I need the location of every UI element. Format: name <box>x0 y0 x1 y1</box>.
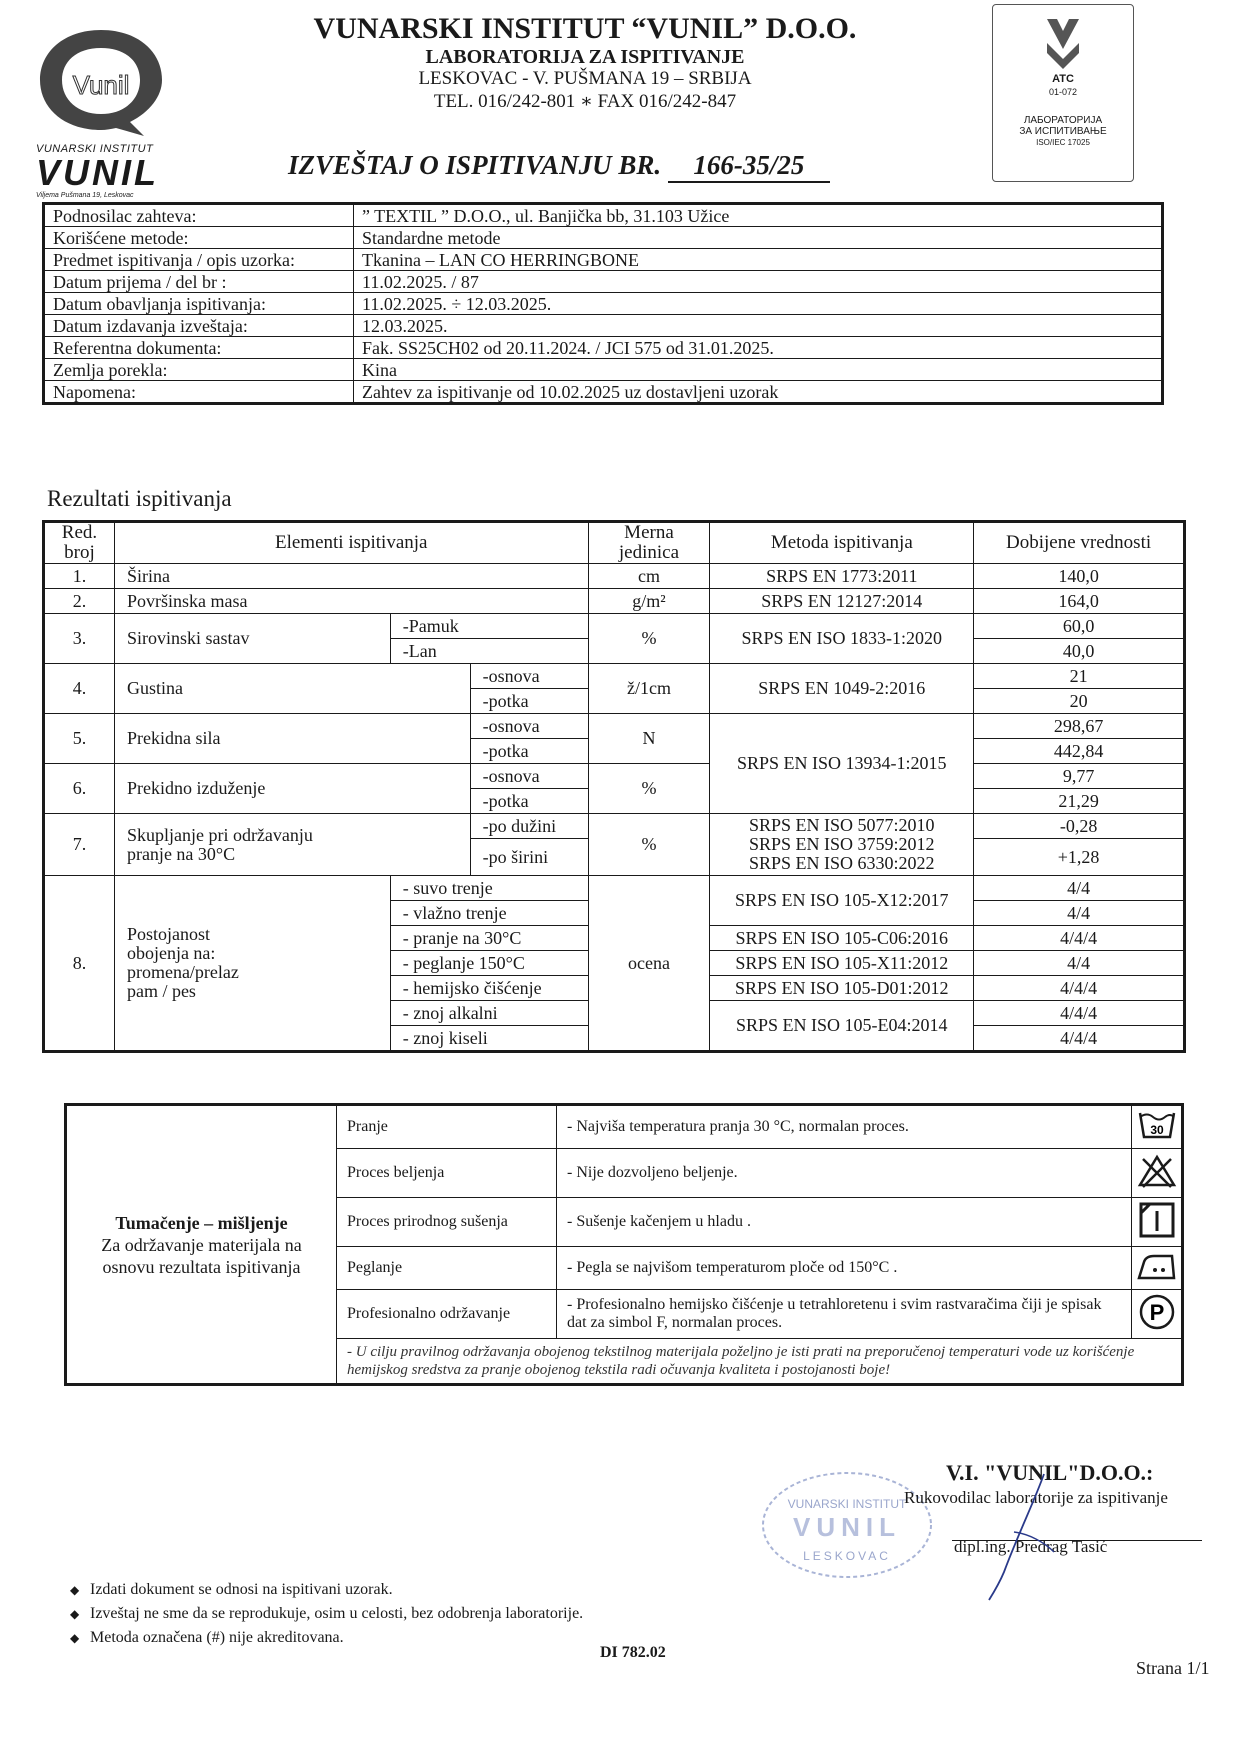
footer-note-text: Metoda označena (#) nije akreditovana. <box>90 1629 344 1646</box>
footer-note-text: Izveštaj ne sme da se reprodukuje, osim u celosti, bez odobrenja laboratorije. <box>90 1605 584 1622</box>
care-label: Profesionalno održavanje <box>337 1290 557 1339</box>
row-sub: -Lan <box>390 639 588 664</box>
row-sub: - vlažno trenje <box>390 901 588 926</box>
care-label: Peglanje <box>337 1247 557 1290</box>
row-method: SRPS EN ISO 13934-1:2015 <box>710 714 974 814</box>
col-value: Dobijene vrednosti <box>974 523 1184 564</box>
info-label: Napomena: <box>45 381 354 403</box>
svg-text:P: P <box>1149 1299 1164 1325</box>
row-value: 4/4/4 <box>974 1001 1184 1026</box>
care-label: Proces beljenja <box>337 1149 557 1198</box>
row-sub: - peglanje 150°C <box>390 951 588 976</box>
footer-note <box>70 1602 583 1626</box>
row-sub: -osnova <box>470 664 588 689</box>
row-element-line: Skupljanje pri održavanju <box>126 824 313 845</box>
row-value: 21 <box>974 664 1184 689</box>
table-row <box>45 876 1184 901</box>
info-row <box>45 205 1162 227</box>
row-element-line: Postojanost <box>126 924 210 944</box>
interpretation-note: - U cilju pravilnog održavanja obojenog tekstilnog materijala poželjno je isti prati na preporučenoj temperaturi vode uz korišćenje hemijskog sredstva za pranje obojenog tekstila radi očuvanja kvaliteta i postojanosti boje! <box>337 1339 1182 1384</box>
row-value: -0,28 <box>974 814 1184 839</box>
row-no: 1. <box>45 564 115 589</box>
care-text: - Sušenje kačenjem u hladu . <box>557 1198 1132 1247</box>
svg-text:VUNIL: VUNIL <box>793 1512 901 1542</box>
method-line: SRPS EN ISO 5077:2010 <box>749 815 935 835</box>
interpretation-title: Tumačenje – mišljenje <box>115 1212 288 1233</box>
request-info-table <box>44 204 1162 403</box>
info-label: Datum obavljanja ispitivanja: <box>45 293 354 315</box>
row-sub: -po dužini <box>470 814 588 839</box>
row-method: SRPS EN ISO 105-X12:2017 <box>710 876 974 926</box>
info-value: 12.03.2025. <box>354 315 1162 337</box>
method-line: SRPS EN ISO 6330:2022 <box>749 853 935 873</box>
row-value: 298,67 <box>974 714 1184 739</box>
logo-subtitle: VUNARSKI INSTITUT <box>36 143 154 155</box>
logo-wordmark: VUNIL <box>36 152 159 193</box>
atc-text-1: ЛАБОРАТОРИЈА <box>1023 115 1103 126</box>
no-bleach-icon <box>1132 1149 1182 1198</box>
info-label: Datum izdavanja izveštaja: <box>45 315 354 337</box>
row-unit: N <box>588 714 710 764</box>
wash-30-icon <box>1132 1106 1182 1149</box>
info-label: Podnosilac zahteva: <box>45 205 354 227</box>
info-row <box>45 271 1162 293</box>
info-label: Korišćene metode: <box>45 227 354 249</box>
row-value: +1,28 <box>974 839 1184 876</box>
row-value: 60,0 <box>974 614 1184 639</box>
footer-notes <box>70 1578 583 1650</box>
results-heading: Rezultati ispitivanja <box>47 486 232 511</box>
table-row <box>45 564 1184 589</box>
info-value: Zahtev za ispitivanje od 10.02.2025 uz dostavljeni uzorak <box>354 381 1162 403</box>
row-method: SRPS EN ISO 105-X11:2012 <box>710 951 974 976</box>
svg-text:LESKOVAC: LESKOVAC <box>803 1549 891 1563</box>
row-method: SRPS EN 1773:2011 <box>710 564 974 589</box>
dry-clean-p-icon <box>1132 1290 1182 1339</box>
row-unit: % <box>588 764 710 814</box>
institute-address: LESKOVAC - V. PUŠMANA 19 – SRBIJA <box>418 68 752 89</box>
table-row <box>45 664 1184 689</box>
row-element: Sirovinski sastav <box>114 614 390 664</box>
row-unit: cm <box>588 564 710 589</box>
svg-text:Vunil: Vunil <box>72 70 130 100</box>
row-value: 4/4 <box>974 876 1184 901</box>
atc-number: 01-072 <box>1048 87 1078 97</box>
row-unit: ocena <box>588 876 710 1051</box>
logo-address: Viljema Pušmana 19, Leskovac <box>36 192 134 199</box>
report-title <box>288 150 830 183</box>
table-row <box>45 814 1184 839</box>
vunil-logo <box>34 26 169 136</box>
row-element: Prekidno izduženje <box>114 764 470 814</box>
institute-header <box>300 12 870 114</box>
info-row <box>45 249 1162 271</box>
row-sub: - hemijsko čišćenje <box>390 976 588 1001</box>
info-label: Zemlja porekla: <box>45 359 354 381</box>
row-sub: -Pamuk <box>390 614 588 639</box>
row-sub: - znoj alkalni <box>390 1001 588 1026</box>
info-value: Kina <box>354 359 1162 381</box>
row-value: 9,77 <box>974 764 1184 789</box>
row-method <box>710 814 974 876</box>
row-sub: - znoj kiseli <box>390 1026 588 1051</box>
row-sub: -po širini <box>470 839 588 876</box>
care-text: - Pegla se najvišom temperaturom ploče od 150°C . <box>557 1247 1132 1290</box>
bullet-icon: ◆ <box>70 1583 80 1597</box>
info-row <box>45 227 1162 249</box>
row-no: 4. <box>45 664 115 714</box>
care-label: Proces prirodnog sušenja <box>337 1198 557 1247</box>
row-method: SRPS EN ISO 105-E04:2014 <box>710 1001 974 1051</box>
method-line: SRPS EN ISO 3759:2012 <box>749 834 935 854</box>
info-label: Predmet ispitivanja / opis uzorka: <box>45 249 354 271</box>
row-value: 4/4 <box>974 901 1184 926</box>
col-method: Metoda ispitivanja <box>710 523 974 564</box>
atc-code: ATC <box>1052 73 1074 85</box>
document-code: DI 782.02 <box>600 1644 666 1661</box>
row-element: Gustina <box>114 664 470 714</box>
row-no: 7. <box>45 814 115 876</box>
row-value: 4/4/4 <box>974 926 1184 951</box>
row-sub: - suvo trenje <box>390 876 588 901</box>
report-number: 166-35/25 <box>668 150 830 183</box>
institute-phone: TEL. 016/242-801 ∗ FAX 016/242-847 <box>433 91 737 112</box>
row-element-line: promena/prelaz <box>126 962 239 982</box>
row-method: SRPS EN 12127:2014 <box>710 589 974 614</box>
atc-text-2: ЗА ИСПИТИВАЊЕ <box>1019 126 1107 137</box>
svg-text:VUNARSKI INSTITUT: VUNARSKI INSTITUT <box>787 1497 907 1511</box>
row-element-line: pranje na 30°C <box>126 843 236 864</box>
results-header-row <box>45 523 1184 564</box>
bullet-icon: ◆ <box>70 1607 80 1621</box>
table-row <box>45 764 1184 789</box>
row-unit: % <box>588 814 710 876</box>
handwritten-signature-icon <box>974 1472 1064 1602</box>
row-sub: -osnova <box>470 764 588 789</box>
row-value: 4/4 <box>974 951 1184 976</box>
institute-name: VUNARSKI INSTITUT “VUNIL” D.O.O. <box>313 12 857 45</box>
row-element-line: pam / pes <box>126 981 196 1001</box>
care-label: Pranje <box>337 1106 557 1149</box>
info-label: Datum prijema / del br : <box>45 271 354 293</box>
row-unit: g/m² <box>588 589 710 614</box>
row-unit: % <box>588 614 710 664</box>
col-element: Elementi ispitivanja <box>114 523 588 564</box>
info-row <box>45 359 1162 381</box>
table-row <box>67 1106 1182 1149</box>
accreditation-badge <box>992 4 1134 182</box>
info-row <box>45 381 1162 403</box>
row-value: 4/4/4 <box>974 1026 1184 1051</box>
care-text: - Profesionalno hemijsko čišćenje u tetrahloretenu i svim rastvaračima čiji je spisak dat za simbol F, normalan proces. <box>557 1290 1132 1339</box>
col-unit: Merna jedinica <box>588 523 710 564</box>
info-value: 11.02.2025. / 87 <box>354 271 1162 293</box>
row-value: 140,0 <box>974 564 1184 589</box>
iron-icon <box>1132 1247 1182 1290</box>
table-row <box>45 589 1184 614</box>
atc-icon <box>1041 15 1085 71</box>
row-no: 8. <box>45 876 115 1051</box>
row-method: SRPS EN ISO 1833-1:2020 <box>710 614 974 664</box>
row-no: 6. <box>45 764 115 814</box>
footer-note <box>70 1578 583 1602</box>
row-unit: ž/1cm <box>588 664 710 714</box>
row-value: 40,0 <box>974 639 1184 664</box>
atc-text-3: ISO/IEC 17025 <box>1036 138 1090 147</box>
row-value: 20 <box>974 689 1184 714</box>
row-element: Površinska masa <box>114 589 588 614</box>
lab-name: LABORATORIJA ZA ISPITIVANJE <box>425 46 745 68</box>
table-row <box>45 614 1184 639</box>
interpretation-subtitle: Za održavanje materijala na osnovu rezultata ispitivanja <box>101 1234 302 1277</box>
interpretation-table <box>66 1105 1182 1384</box>
signature-block <box>904 1460 1204 1557</box>
row-method: SRPS EN 1049-2:2016 <box>710 664 974 714</box>
line-dry-shade-icon <box>1132 1198 1182 1247</box>
row-no: 5. <box>45 714 115 764</box>
footer-note <box>70 1626 583 1650</box>
bullet-icon: ◆ <box>70 1631 80 1645</box>
row-value: 442,84 <box>974 739 1184 764</box>
info-value: Fak. SS25CH02 od 20.11.2024. / JCI 575 od 31.01.2025. <box>354 337 1162 359</box>
info-value: ” TEXTIL ” D.O.O., ul. Banjička bb, 31.103 Užice <box>354 205 1162 227</box>
col-no: Red. broj <box>45 523 115 564</box>
footer-note-text: Izdati dokument se odnosi na ispitivani uzorak. <box>90 1581 393 1598</box>
row-element: Širina <box>114 564 588 589</box>
row-method: SRPS EN ISO 105-C06:2016 <box>710 926 974 951</box>
row-element <box>114 876 390 1051</box>
row-element <box>114 814 470 876</box>
table-row <box>45 714 1184 739</box>
row-method: SRPS EN ISO 105-D01:2012 <box>710 976 974 1001</box>
row-sub: - pranje na 30°C <box>390 926 588 951</box>
info-value: 11.02.2025. ÷ 12.03.2025. <box>354 293 1162 315</box>
care-text: - Najviša temperatura pranja 30 °C, normalan proces. <box>557 1106 1132 1149</box>
row-sub: -potka <box>470 689 588 714</box>
info-row <box>45 337 1162 359</box>
report-title-label: IZVEŠTAJ O ISPITIVANJU BR. <box>288 150 662 180</box>
info-row <box>45 315 1162 337</box>
care-text: - Nije dozvoljeno beljenje. <box>557 1149 1132 1198</box>
row-no: 2. <box>45 589 115 614</box>
results-table <box>44 522 1184 1051</box>
row-sub: -potka <box>470 739 588 764</box>
signature-company: V.I. "VUNIL"D.O.O.: <box>946 1460 1154 1485</box>
info-row <box>45 293 1162 315</box>
row-sub: -potka <box>470 789 588 814</box>
row-element: Prekidna sila <box>114 714 470 764</box>
row-sub: -osnova <box>470 714 588 739</box>
row-value: 21,29 <box>974 789 1184 814</box>
svg-text:30: 30 <box>1149 1122 1164 1137</box>
info-value: Tkanina – LAN CO HERRINGBONE <box>354 249 1162 271</box>
row-value: 164,0 <box>974 589 1184 614</box>
info-value: Standardne metode <box>354 227 1162 249</box>
page-number: Strana 1/1 <box>1136 1658 1210 1678</box>
row-element-line: obojenja na: <box>126 943 216 963</box>
signature-name: dipl.ing. Predrag Tasić <box>954 1537 1108 1556</box>
info-label: Referentna dokumenta: <box>45 337 354 359</box>
row-no: 3. <box>45 614 115 664</box>
signature-role: Rukovodilac laboratorije za ispitivanje <box>904 1488 1168 1507</box>
row-value: 4/4/4 <box>974 976 1184 1001</box>
interpretation-heading <box>67 1106 337 1384</box>
